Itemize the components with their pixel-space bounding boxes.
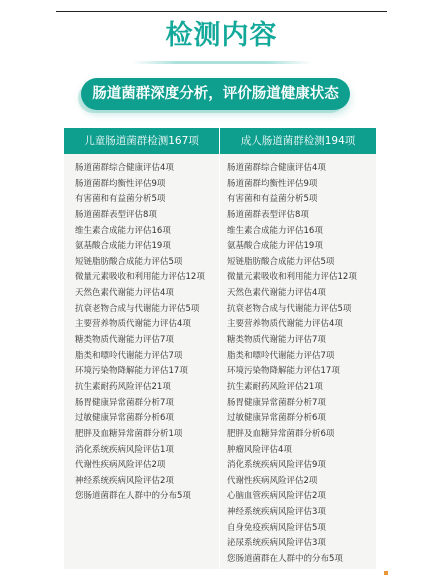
list-item: 肠道菌群均衡性评估9项 bbox=[227, 178, 318, 189]
list-item: 微量元素吸收和利用能力评估12项 bbox=[227, 272, 357, 283]
list-item: 主要营养物质代谢能力评估4项 bbox=[75, 319, 191, 330]
list-item: 肠道菌群综合健康评估4项 bbox=[75, 163, 174, 173]
title-underline bbox=[132, 61, 312, 64]
list-item: 肠道菌群表型评估8项 bbox=[227, 209, 309, 220]
list-item: 肠胃健康异常菌群分析7项 bbox=[75, 397, 174, 408]
list-item: 消化系统疾病风险评估1项 bbox=[75, 444, 174, 455]
list-item: 微量元素吸收和利用能力评估12项 bbox=[75, 272, 205, 283]
column-divider bbox=[219, 128, 220, 569]
list-item: 您肠道菌群在人群中的分布5项 bbox=[227, 554, 343, 565]
table-header bbox=[64, 128, 376, 154]
list-item: 肥胖及血糖异常菌群分析6项 bbox=[227, 428, 335, 439]
list-item: 您肠道菌群在人群中的分布5项 bbox=[75, 491, 191, 502]
list-item: 糖类物质代谢能力评估7项 bbox=[75, 335, 174, 346]
list-item: 代谢性疾病风险评估2项 bbox=[227, 475, 318, 486]
list-item: 自身免疫疾病风险评估5项 bbox=[227, 522, 326, 533]
list-item: 泌尿系统疾病风险评估3项 bbox=[227, 538, 326, 549]
list-item: 肠道菌群表型评估8项 bbox=[75, 209, 157, 220]
list-item: 代谢性疾病风险评估2项 bbox=[75, 460, 166, 471]
list-item: 过敏健康异常菌群分析6项 bbox=[227, 413, 326, 424]
list-item: 抗衰老物合成与代谢能力评估5项 bbox=[227, 303, 352, 314]
list-item: 环境污染物降解能力评估17项 bbox=[75, 366, 188, 377]
list-item: 短链脂肪酸合成能力评估5项 bbox=[75, 256, 183, 267]
list-item: 肥胖及血糖异常菌群分析1项 bbox=[75, 428, 183, 439]
list-item: 肠胃健康异常菌群分析7项 bbox=[227, 397, 326, 408]
list-item: 有害菌和有益菌分析5项 bbox=[227, 194, 318, 205]
list-item: 心脑血管疾病风险评估2项 bbox=[227, 491, 326, 502]
children-test-header: 儿童肠道菌群检测167项 bbox=[84, 135, 199, 147]
list-item: 消化系统疾病风险评估9项 bbox=[227, 460, 326, 471]
list-item: 氨基酸合成能力评估19项 bbox=[227, 241, 323, 252]
list-item: 天然色素代谢能力评估4项 bbox=[75, 288, 174, 299]
corner-mark bbox=[384, 571, 388, 575]
list-item: 维生素合成能力评估16项 bbox=[227, 225, 323, 236]
list-item: 神经系统疾病风险评估3项 bbox=[227, 507, 326, 518]
list-item: 肿瘤风险评估4项 bbox=[227, 444, 292, 455]
list-item: 脂类和嘌呤代谢能力评估7项 bbox=[75, 350, 183, 361]
adult-test-header: 成人肠道菌群检测194项 bbox=[240, 135, 356, 147]
adult-test-list bbox=[227, 161, 373, 568]
list-item: 抗生素耐药风险评估21项 bbox=[75, 381, 171, 392]
comparison-table bbox=[64, 128, 376, 569]
list-item: 肠道菌群综合健康评估4项 bbox=[227, 163, 326, 173]
list-item: 氨基酸合成能力评估19项 bbox=[75, 241, 171, 252]
list-item: 主要营养物质代谢能力评估4项 bbox=[227, 319, 343, 330]
list-item: 肠道菌群均衡性评估9项 bbox=[75, 178, 166, 189]
list-item: 短链脂肪酸合成能力评估5项 bbox=[227, 256, 335, 267]
list-item: 环境污染物降解能力评估17项 bbox=[227, 366, 340, 377]
list-item: 抗生素耐药风险评估21项 bbox=[227, 381, 323, 392]
subtitle-banner: 肠道菌群深度分析，评价肠道健康状态 bbox=[81, 78, 350, 110]
list-item: 神经系统疾病风险评估2项 bbox=[75, 475, 174, 486]
list-item: 天然色素代谢能力评估4项 bbox=[227, 288, 326, 299]
page-title: 检测内容 bbox=[165, 20, 278, 51]
list-item: 脂类和嘌呤代谢能力评估7项 bbox=[227, 350, 335, 361]
children-test-list bbox=[75, 161, 217, 505]
list-item: 有害菌和有益菌分析5项 bbox=[75, 194, 166, 205]
top-divider bbox=[56, 11, 387, 12]
list-item: 抗衰老物合成与代谢能力评估5项 bbox=[75, 303, 200, 314]
list-item: 维生素合成能力评估16项 bbox=[75, 225, 171, 236]
list-item: 过敏健康异常菌群分析6项 bbox=[75, 413, 174, 424]
list-item: 糖类物质代谢能力评估7项 bbox=[227, 335, 326, 346]
